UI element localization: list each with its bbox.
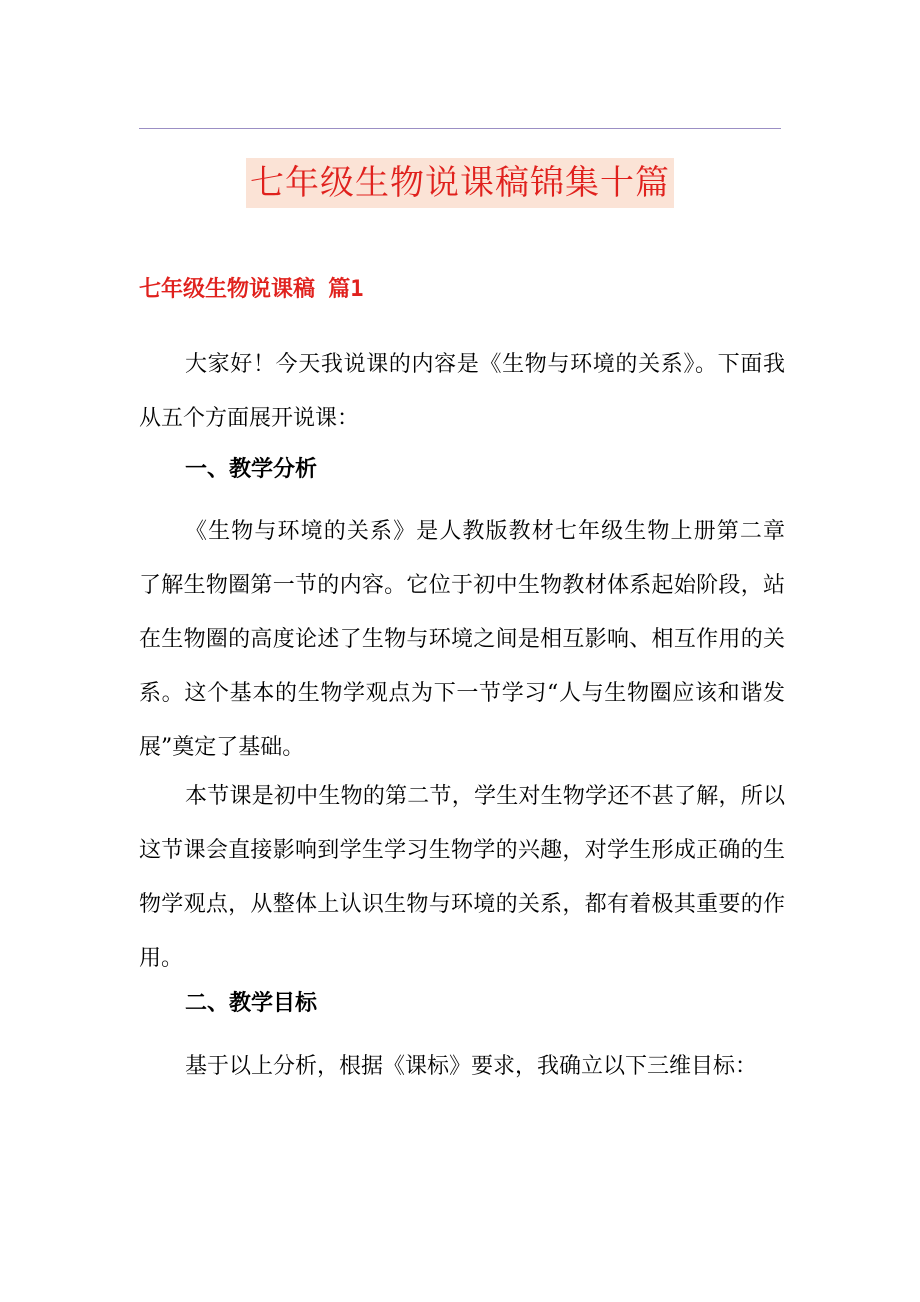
section-heading: 七年级生物说课稿 篇1 <box>139 277 364 302</box>
analysis-paragraph-1: 《生物与环境的关系》是人教版教材七年级生物上册第二章 了解生物圈第一节的内容。它位于初中生物教材体系起始阶段，站在生物圈的高度论述了生物与环境之间是相互影响、相互作用的关系。这个基本的生物学观点为下一节学习“人与生物圈应该和谐发展”奠定了基础。 <box>139 519 785 760</box>
intro-paragraph: 大家好！今天我说课的内容是《生物与环境的关系》。下面我从五个方面展开说课： <box>139 352 785 431</box>
title-container <box>0 158 920 208</box>
document-title: 七年级生物说课稿锦集十篇 <box>246 158 674 208</box>
top-divider <box>139 128 781 129</box>
goals-paragraph: 基于以上分析，根据《课标》要求，我确立以下三维目标： <box>185 1054 758 1079</box>
subheading-teaching-analysis: 一、教学分析 <box>185 457 318 482</box>
subheading-teaching-goals: 二、教学目标 <box>185 991 318 1016</box>
analysis-paragraph-2: 本节课是初中生物的第二节，学生对生物学还不甚了解，所以这节课会直接影响到学生学习生物学的兴趣，对学生形成正确的生物学观点，从整体上认识生物与环境的关系，都有着极其重要的作用。 <box>139 784 785 971</box>
